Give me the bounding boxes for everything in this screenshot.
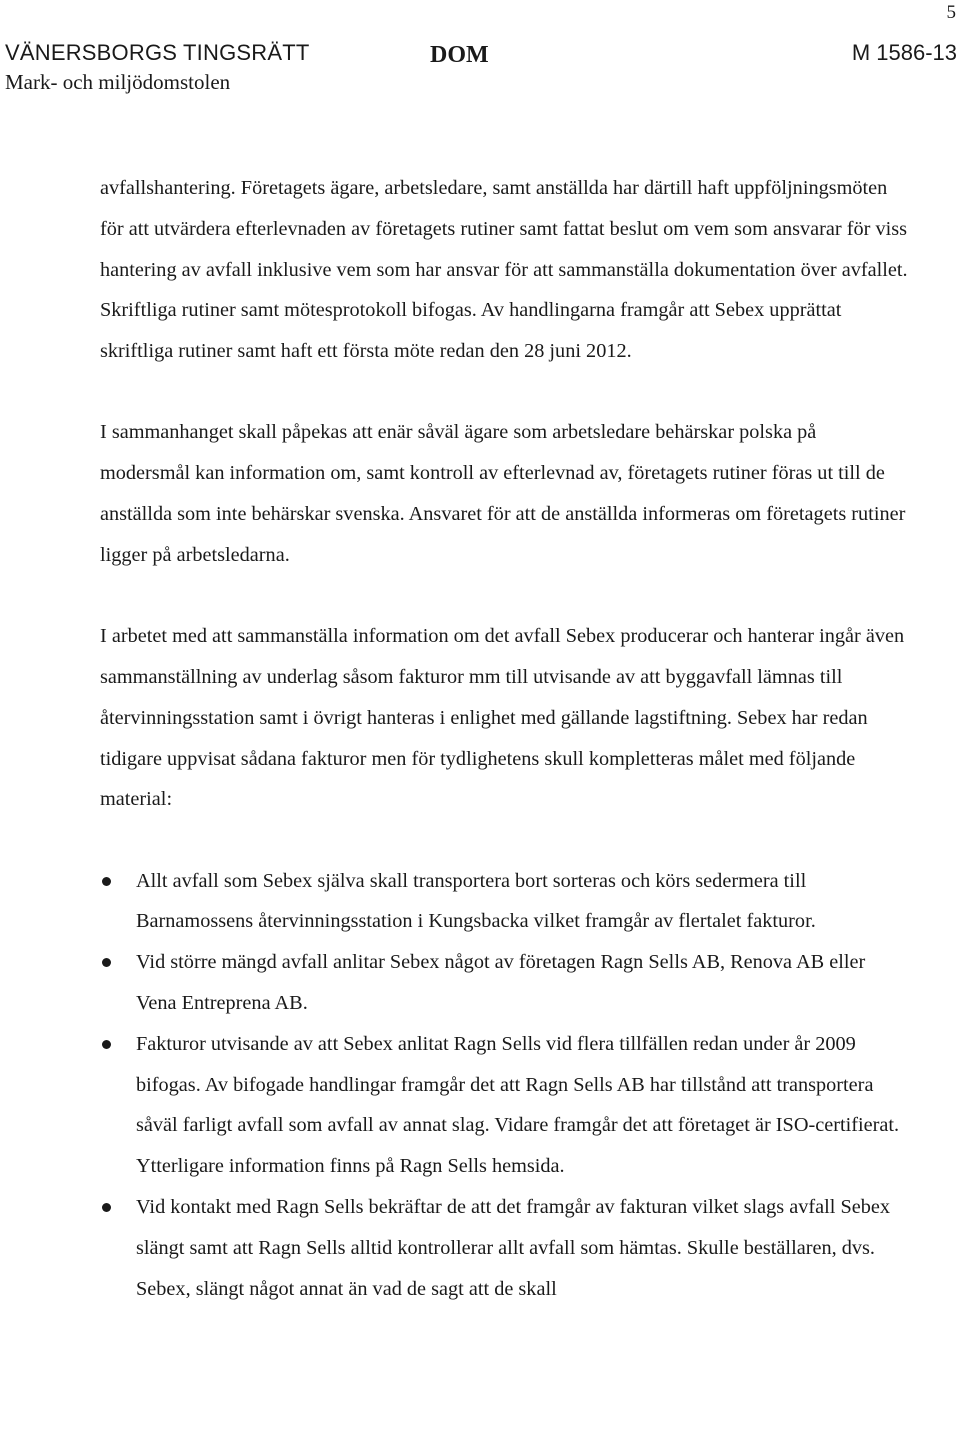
list-item [100, 1187, 910, 1309]
bullet-icon [102, 877, 111, 886]
page-number: 5 [946, 2, 956, 23]
document-type: DOM [430, 42, 489, 68]
case-number: M 1586-13 [851, 40, 957, 65]
bullet-icon [102, 1203, 111, 1212]
bullet-icon [102, 958, 111, 967]
material-list [100, 861, 910, 1310]
list-item [100, 861, 910, 943]
list-item [100, 942, 910, 1024]
paragraph-polish-language: I sammanhanget skall påpekas att enär såväl ägare som arbetsledare behärskar polska på modersmål kan information om, samt kontroll av efterlevnad av, företagets rutiner föras ut till de anställda som inte behärskar svenska. Ansvaret för att de anställda informeras om företagets rutiner ligger på arbetsledarna. [100, 421, 906, 566]
list-item-text: Fakturor utvisande av att Sebex anlitat Ragn Sells vid flera tillfällen redan under år 2009 bifogas. Av bifogade handlingar framgår det att Ragn Sells AB har tillstånd att transportera såväl farligt avfall som avfall av annat slag. Vidare framgår det att företaget är ISO-certifierat. Ytterligare information finns på Ragn Sells hemsida. [136, 1032, 900, 1178]
document-body [100, 168, 910, 1309]
court-name: VÄNERSBORGS TINGSRÄTT [5, 40, 310, 65]
document-header [5, 40, 957, 100]
list-item-text: Vid kontakt med Ragn Sells bekräftar de att det framgår av fakturan vilket slags avfall Sebex slängt samt att Ragn Sells alltid kontrollerar allt avfall som hämtas. Skulle beställaren, dvs. Sebex, slängt något annat än vad de sagt att de skall [136, 1196, 891, 1300]
paragraph-waste-routines: avfallshantering. Företagets ägare, arbetsledare, samt anställda har därtill haft uppföljningsmöten för att utvärdera efterlevnaden av företagets rutiner samt fattat beslut om vem som ansvarar för viss hantering av avfall inklusive vem som har ansvar för att sammanställa dokumentation över avfallet. Skriftliga rutiner samt mötesprotokoll bifogas. Av handlingarna framgår att Sebex upprättat skriftliga rutiner samt haft ett första möte redan den 28 juni 2012. [100, 177, 908, 363]
paragraph-invoices: I arbetet med att sammanställa information om det avfall Sebex producerar och hanterar ingår även sammanställning av underlag såsom fakturor mm till utvisande av att byggavfall lämnas till återvinningsstation samt i övrigt hanteras i enlighet med gällande lagstiftning. Sebex har redan tidigare uppvisat sådana fakturor men för tydlighetens skull kompletteras målet med följande material: [100, 625, 905, 811]
court-division: Mark- och miljödomstolen [5, 70, 231, 94]
list-item-text: Allt avfall som Sebex själva skall transportera bort sorteras och körs sedermera till Barnamossens återvinningsstation i Kungsbacka vilket framgår av flertalet fakturor. [136, 869, 816, 933]
list-item-text: Vid större mängd avfall anlitar Sebex något av företagen Ragn Sells AB, Renova AB eller Vena Entreprena AB. [136, 951, 866, 1015]
bullet-icon [102, 1040, 111, 1049]
list-item [100, 1024, 910, 1187]
